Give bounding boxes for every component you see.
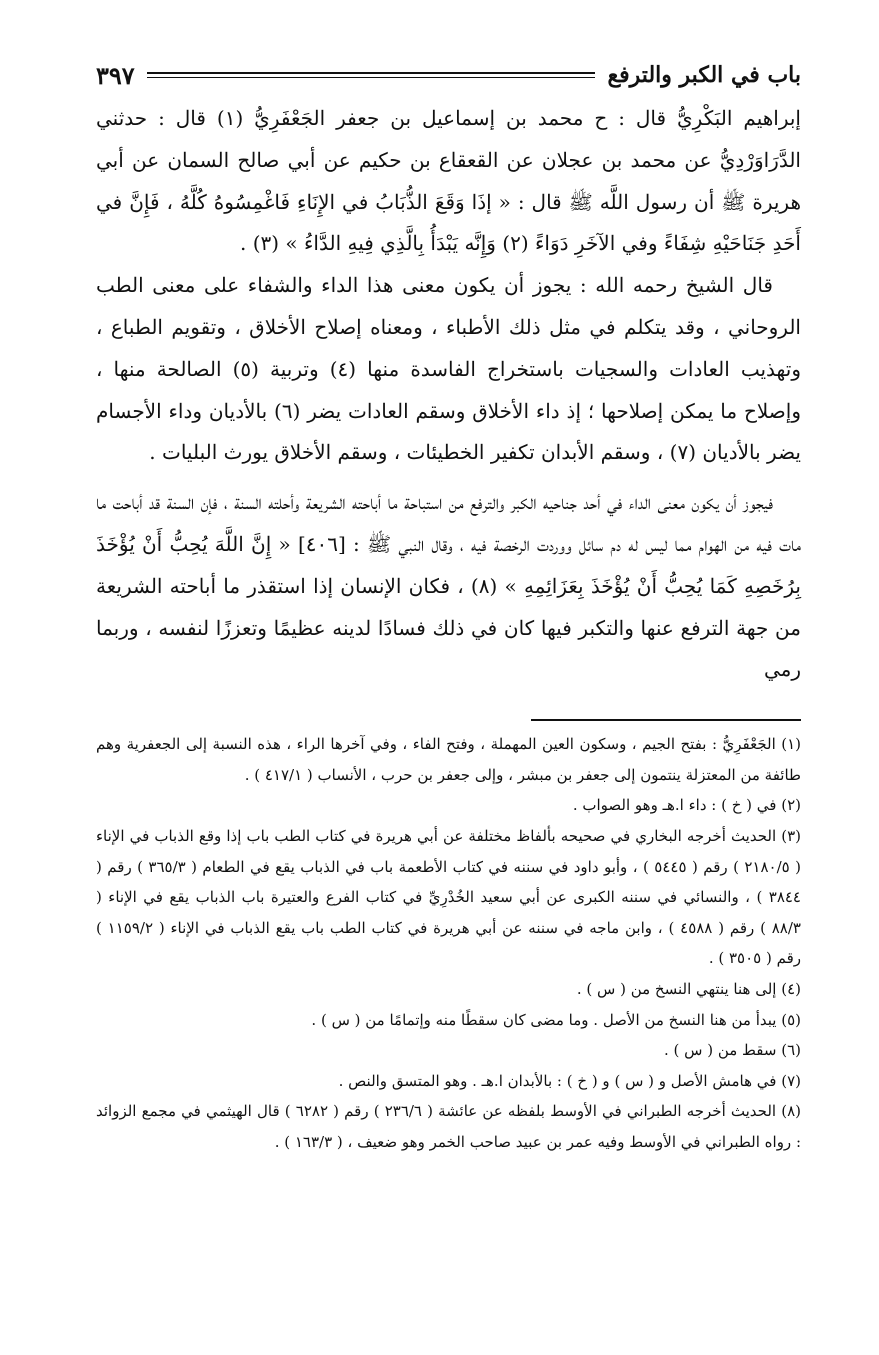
footnote-8: (٨) الحديث أخرجه الطبراني في الأوسط بلفظه عن عائشة ( ٢٣٦/٦ ) رقم ( ٦٢٨٢ ) قال الهيثمي في مجمع الزوائد : رواه الطبراني في الأوسط وفيه عمر بن عبيد صاحب الخمر وهو ضعيف ، ( ١٦٣/٣ ) . bbox=[96, 1102, 801, 1151]
footnote-5: (٥) يبدأ من هنا النسخ من الأصل . وما مضى كان سقطًا منه وإتمامًا من ( س ) . bbox=[311, 1010, 801, 1029]
header-rule bbox=[147, 72, 596, 78]
footnote-separator bbox=[531, 719, 801, 721]
chapter-title: باب في الكبر والترفع bbox=[607, 62, 801, 88]
main-text bbox=[96, 98, 801, 691]
paragraph-explanation: فيجوز أن يكون معنى الداء في أحد جناحيه الكبر والترفع من استباحة ما أباحته الشريعة وأحلته السنة ، فإن السنة قد أباحت ما مات فيه من الهوام مما ليس له دم سائل ووردت الرخصة فيه ، وقال النبي ﷺ : [٤٠٦] « إِنَّ اللَّهَ يُحِبُّ أَنْ يُؤْخَذَ بِرُخَصِهِ كَمَا يُحِبُّ أَنْ يُؤْخَذَ بِعَزَائِمِهِ » (٨) ، فكان الإنسان إذا استقذر ما أباحته الشريعة من جهة الترفع عنها والتكبر فيها كان في ذلك فسادًا لدينه عظيمًا وتعززًا لنفسه ، وربما رمي bbox=[96, 490, 801, 682]
footnotes bbox=[96, 729, 801, 1157]
page-number: ٣٩٧ bbox=[96, 60, 135, 90]
footnote-4: (٤) إلى هنا ينتهي النسخ من ( س ) . bbox=[576, 979, 801, 998]
footnote-7: (٧) في هامش الأصل و ( س ) و ( خ ) : بالأبدان ا.هـ . وهو المتسق والنص . bbox=[338, 1071, 801, 1090]
footnote-2: (٢) في ( خ ) : داء ا.هـ وهو الصواب . bbox=[572, 796, 801, 815]
footnote-3: (٣) الحديث أخرجه البخاري في صحيحه بألفاظ مختلفة عن أبي هريرة في كتاب الطب باب إذا وقع الذباب في الإناء ( ٢١٨٠/٥ ) رقم ( ٥٤٤٥ ) ، وأبو داود في سننه في كتاب الأطعمة باب في الذباب يقع في الطعام ( ٣٦٥/٣ ) رقم ( ٣٨٤٤ ) ، والنسائي في سننه الكبرى عن أبي سعيد الخُدْرِيِّ في كتاب الفرع والعتيرة باب الذباب يقع في الإناء ( ٨٨/٣ ) رقم ( ٤٥٨٨ ) ، وابن ماجه في سننه عن أبي هريرة في كتاب الطب باب يقع الذباب في الإناء ( ١١٥٩/٢ ) رقم ( ٣٥٠٥ ) . bbox=[96, 826, 801, 968]
running-header bbox=[96, 52, 801, 98]
paragraph-isnad: إبراهيم البَكْرِيُّ قال : ح محمد بن إسماعيل بن جعفر الجَعْفَرِيُّ (١) قال : حدثني الدَّرَاوَرْدِيُّ عن محمد بن عجلان عن القعقاع بن حكيم عن أبي صالح السمان عن أبي هريرة ﷺ أن رسول اللَّه ﷺ قال : « إذَا وَقَعَ الذُّبَابُ في الإِنَاءِ فَاغْمِسُوهُ كُلَّهُ ، فَإِنَّ في أَحَدِ جَنَاحَيْهِ شِفَاءً وفي الآخَرِ دَوَاءً (٢) وَإِنَّه يَبْدَأُ بِالَّذِي فِيهِ الدَّاءُ » (٣) . bbox=[96, 106, 801, 256]
footnote-1: (١) الجَعْفَرِيُّ : بفتح الجيم ، وسكون العين المهملة ، وفتح الفاء ، وفي آخرها الراء ، هذه النسبة إلى الجعفرية وهم طائفة من المعتزلة ينتمون إلى جعفر بن مبشر ، وإلى جعفر بن حرب ، الأنساب ( ٤١٧/١ ) . bbox=[96, 735, 801, 784]
footnote-6: (٦) سقط من ( س ) . bbox=[663, 1041, 801, 1060]
paragraph-commentary: قال الشيخ رحمه الله : يجوز أن يكون معنى هذا الداء والشفاء على معنى الطب الروحاني ، وقد يتكلم في مثل ذلك الأطباء ، ومعناه إصلاح الأخلاق ، وتقويم الطباع ، وتهذيب العادات والسجيات باستخراج الفاسدة منها (٤) وتربية (٥) الصالحة منها ، وإصلاح ما يمكن إصلاحها ؛ إذ داء الأخلاق وسقم العادات يضر (٦) بالأديان وداء الأجسام يضر بالأديان (٧) ، وسقم الأبدان تكفير الخطيئات ، وسقم الأخلاق يورث البليات . bbox=[96, 273, 801, 465]
